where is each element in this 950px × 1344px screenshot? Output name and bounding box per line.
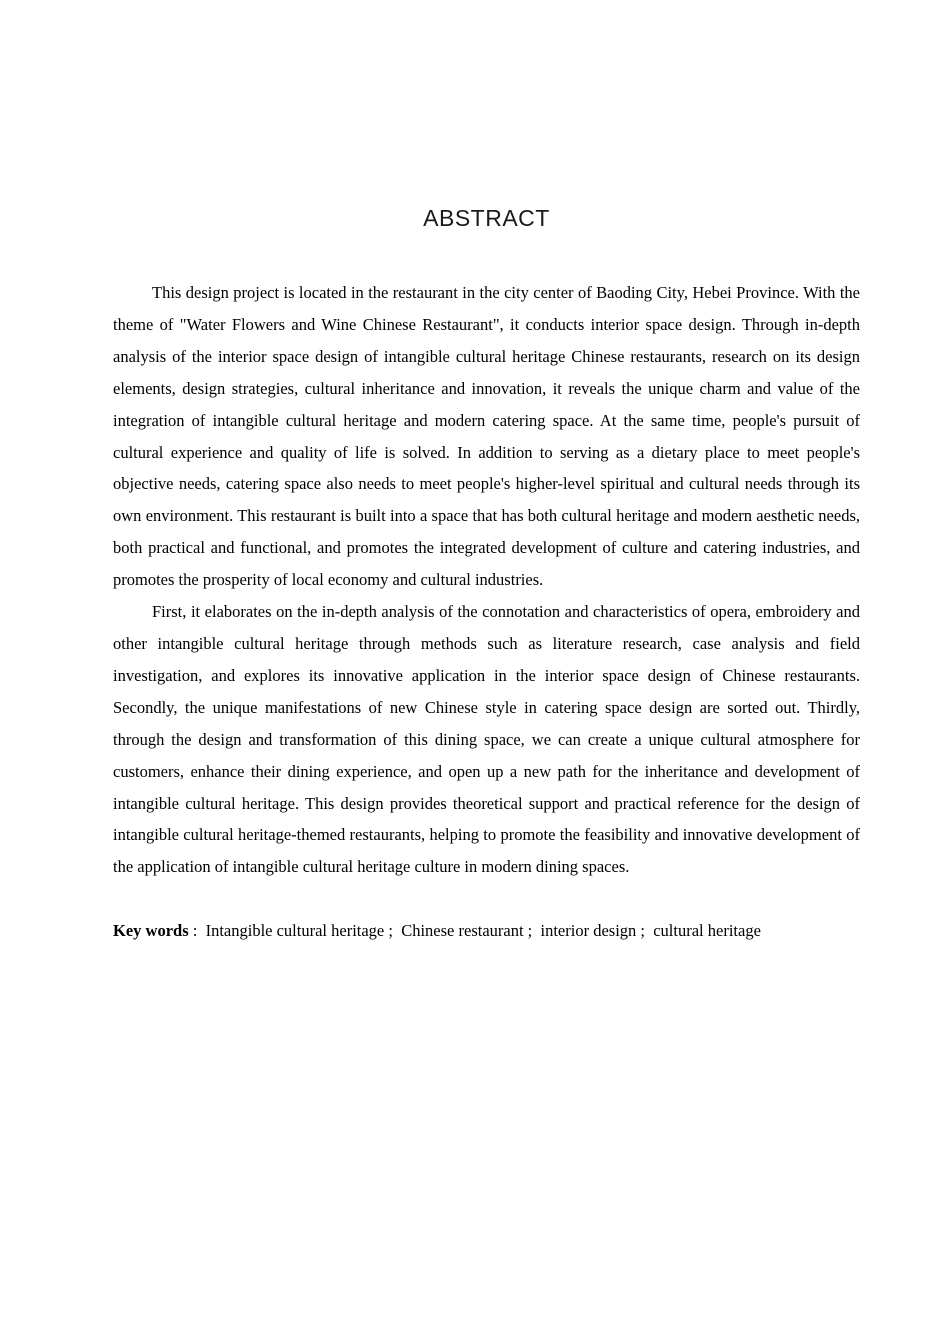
abstract-paragraph-1: This design project is located in the restaurant in the city center of Baoding City, Hebei Province. With the theme of "Water Flowers and Wine Chinese Restaurant", it conducts interior space design. Through in-depth analysis of the interior space design of intangible cultural heritage Chinese restaurants, research on its design elements, design strategies, cultural inheritance and innovation, it reveals the unique charm and value of the integration of intangible cultural heritage and modern catering space. At the same time, people's pursuit of cultural experience and quality of life is solved. In addition to serving as a dietary place to meet people's objective needs, catering space also needs to meet people's higher-level spiritual and cultural needs through its own environment. This restaurant is built into a space that has both cultural heritage and modern aesthetic needs, both practical and functional, and promotes the integrated development of culture and catering industries, and promotes the prosperity of local economy and cultural industries. (113, 283, 860, 590)
page-title: ABSTRACT (423, 205, 550, 231)
keywords-label: Key words (113, 921, 189, 941)
keywords-text: : Intangible cultural heritage ; Chinese restaurant ; interior design ; cultural heritage (188, 921, 761, 941)
abstract-paragraph-2: First, it elaborates on the in-depth analysis of the connotation and characteristics of opera, embroidery and other intangible cultural heritage through methods such as literature research, case analysis and field investigation, and explores its innovative application in the interior space design of Chinese restaurants. Secondly, the unique manifestations of new Chinese style in catering space design are sorted out. Thirdly, through the design and transformation of this dining space, we can create a unique cultural atmosphere for customers, enhance their dining experience, and open up a new path for the inheritance and development of intangible cultural heritage. This design provides theoretical support and practical reference for the design of intangible cultural heritage-themed restaurants, helping to promote the feasibility and innovative development of the application of intangible cultural heritage culture in modern dining spaces. (113, 602, 860, 877)
keywords-line (113, 915, 860, 947)
